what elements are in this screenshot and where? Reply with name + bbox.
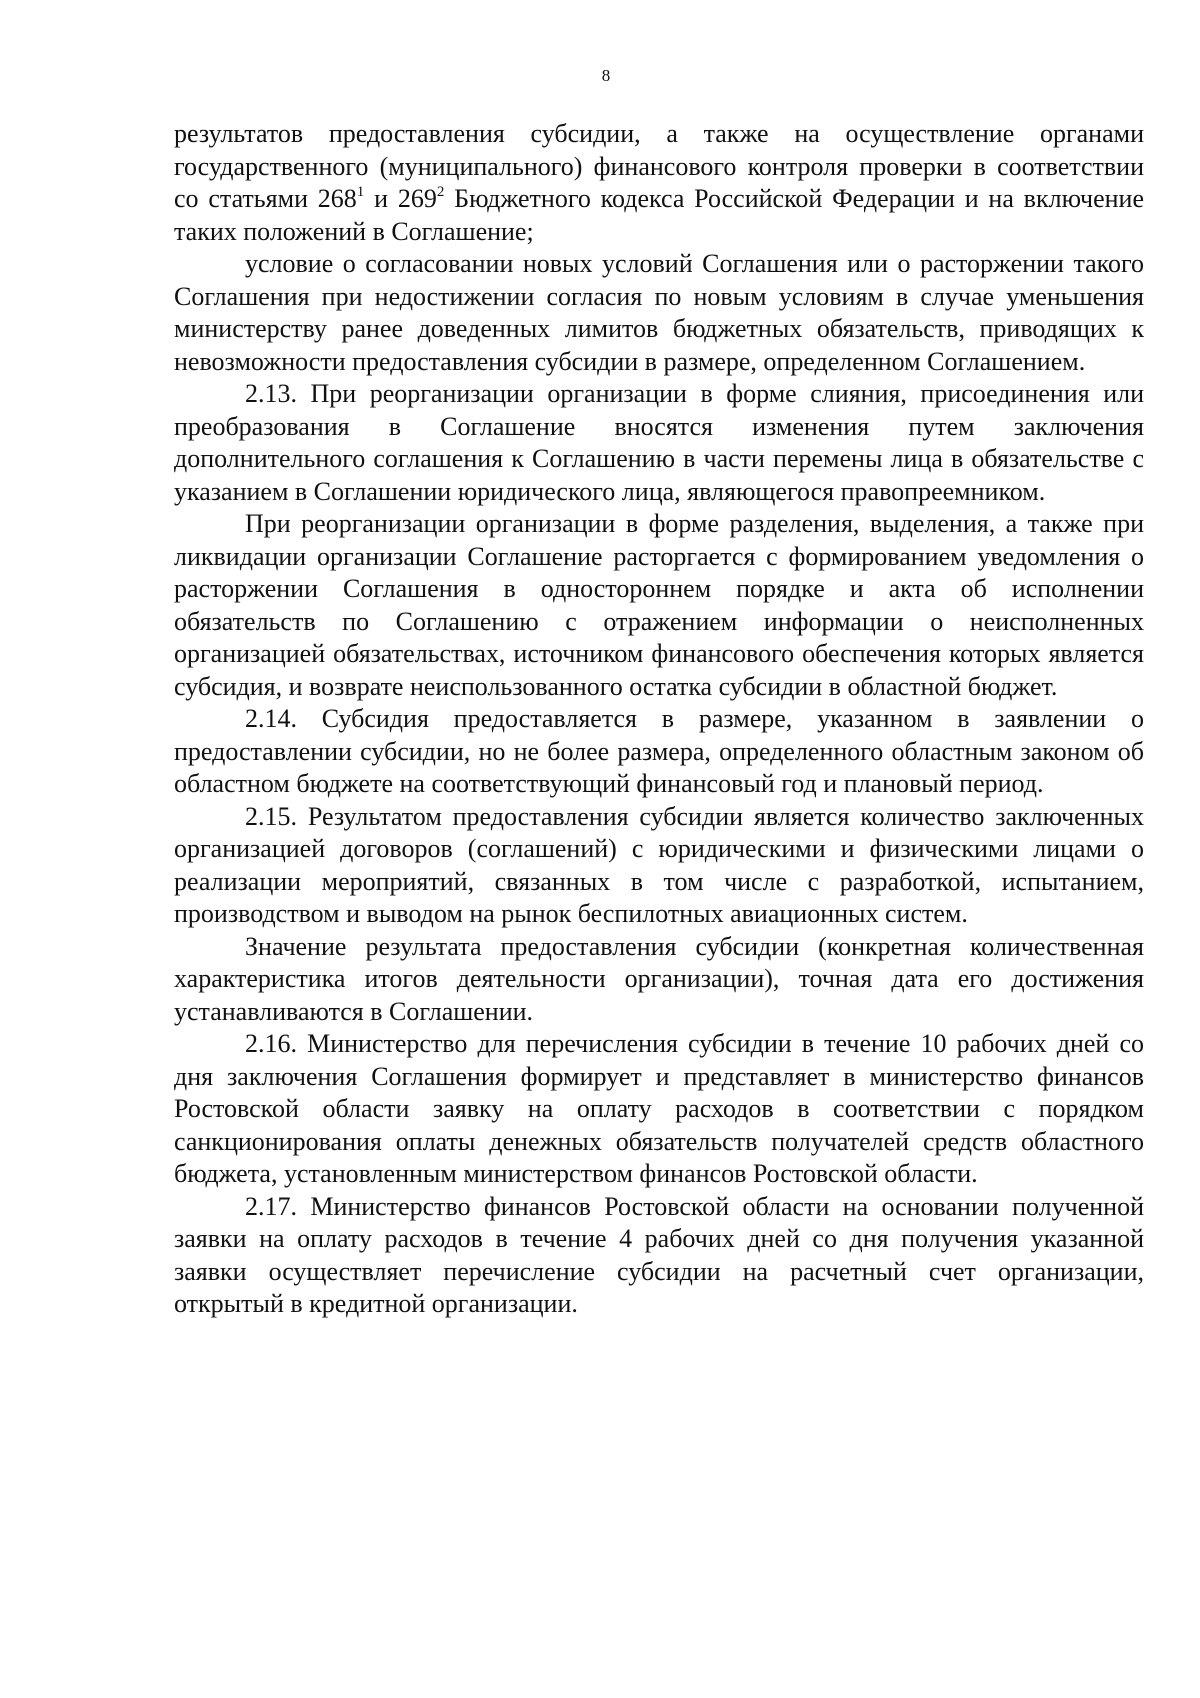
superscript: 1 <box>356 184 365 200</box>
paragraph-2-16: 2.16. Министерство для перечисления субсидии в течение 10 рабочих дней со дня заключения Соглашения формирует и представляет в министерство финансов Ростовской области заявку на оплату расходов в соответствии с порядком санкционирования оплаты денежных обязательств получателей средств областного бюджета, установленным министерством финансов Ростовской области. <box>174 1029 1144 1188</box>
paragraph-2-13: 2.13. При реорганизации организации в форме слияния, присоединения или преобразования в Соглашение вносятся изменения путем заключения дополнительного соглашения к Соглашению в части перемены лица в обязательстве с указанием в Соглашении юридического лица, являющегося правопреемником. <box>174 379 1144 506</box>
paragraph-text: и 269 <box>364 184 437 213</box>
paragraph-condition: условие о согласовании новых условий Соглашения или о расторжении такого Соглашения при недостижении согласия по новым условиям в случае уменьшения министерству ранее доведенных лимитов бюджетных обязательств, приводящих к невозможности предоставления субсидии в размере, определенном Соглашением. <box>174 249 1144 376</box>
paragraph-result-value: Значение результата предоставления субсидии (конкретная количественная характеристика итогов деятельности организации), точная дата его достижения устанавливаются в Соглашении. <box>174 931 1144 1026</box>
paragraph-text: Бюджетного кодекса Российской Федерации и на включение таких положений в Соглашение; <box>174 184 1144 246</box>
superscript: 2 <box>436 184 445 200</box>
page-number: 8 <box>601 66 611 85</box>
paragraph-reorganization: При реорганизации организации в форме разделения, выделения, а также при ликвидации организации Соглашение расторгается с формированием уведомления о расторжении Соглашения в одностороннем порядке и акта об исполнении обязательств по Соглашению с отражением информации о неисполненных организацией обязательствах, источником финансового обеспечения которых является субсидия, и возврате неиспользованного остатка субсидии в областной бюджет. <box>174 509 1144 701</box>
paragraph-2-14: 2.14. Субсидия предоставляется в размере, указанном в заявлении о предоставлении субсидии, но не более размера, определенного областным законом об областном бюджете на соответствующий финансовый год и плановый период. <box>174 704 1144 798</box>
document-body <box>174 118 1144 1321</box>
paragraph-2-15: 2.15. Результатом предоставления субсидии является количество заключенных организацией договоров (соглашений) с юридическими и физическими лицами о реализации мероприятий, связанных в том числе с разработкой, испытанием, производством и выводом на рынок беспилотных авиационных систем. <box>174 801 1144 928</box>
paragraph-text: результатов предоставления субсидии, а также на осуществление органами государственного (муниципального) финансового контроля проверки в соответствии со статьями 268 <box>174 119 1144 213</box>
paragraph-continuation <box>174 118 1144 248</box>
paragraph-2-17: 2.17. Министерство финансов Ростовской области на основании полученной заявки на оплату расходов в течение 4 рабочих дней со дня получения указанной заявки осуществляет перечисление субсидии на расчетный счет организации, открытый в кредитной организации. <box>174 1191 1144 1318</box>
